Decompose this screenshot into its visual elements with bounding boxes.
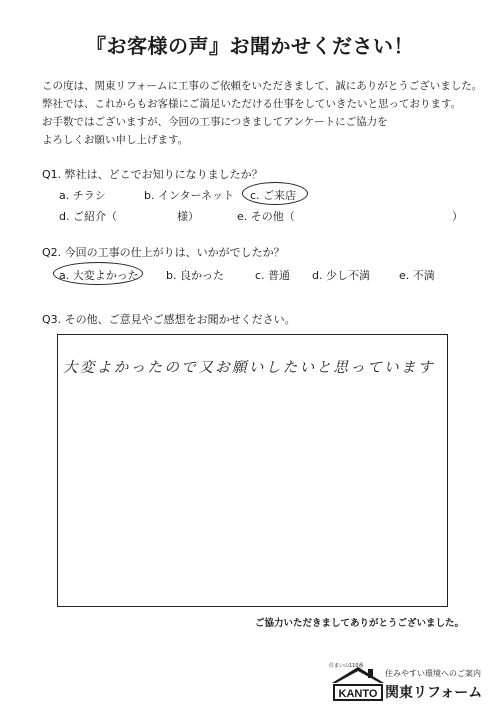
q3-label: Q3. その他、ご意見やご感想をお聞かせください。	[42, 313, 296, 326]
q2-option-e[interactable]: e. 不満	[399, 269, 435, 282]
intro-line-2: 弊社では、これからもお客様にご満足いただける仕事をしていきたいと思っております。	[42, 98, 462, 110]
intro-line-4: よろしくお願い申し上げます。	[42, 134, 189, 146]
q1-option-b[interactable]: b. インターネット	[144, 189, 234, 202]
q2-label: Q2. 今回の工事の仕上がりは、いかがでしたか？	[42, 246, 285, 259]
q2-option-d[interactable]: d. 少し不満	[312, 269, 370, 282]
page-title: 『お客様の声』お聞かせください！	[86, 34, 414, 58]
q1-selected-circle	[242, 182, 308, 205]
q1-label: Q1. 弊社は、どこでお知りになりましたか？	[42, 168, 263, 181]
q2-selected-circle	[53, 262, 143, 285]
company-name: 関東リフォーム	[385, 685, 483, 701]
q1-option-d-suffix: 様）	[177, 210, 199, 223]
kanto-logo	[328, 661, 388, 707]
intro-line-1: この度は、関東リフォームに工事のご依頼をいただきまして、誠にありがとうございました。	[42, 80, 483, 92]
logo-text: KANTO	[338, 688, 378, 700]
thanks-message: ご協力いただきましてありがとうございました。	[254, 618, 464, 629]
q2-option-a[interactable]: a. 大変よかった	[59, 269, 139, 282]
q1-option-e-close: ）	[452, 210, 463, 223]
q1-option-e[interactable]: e. その他（	[237, 210, 295, 223]
q1-option-d[interactable]: d. ご紹介（	[59, 210, 117, 223]
q1-option-a[interactable]: a. チラシ	[59, 189, 106, 202]
q2-option-b[interactable]: b. 良かった	[166, 269, 224, 282]
company-tagline: 住みやすい環境へのご案内	[385, 669, 481, 678]
intro-line-3: お手数ではございますが、今回の工事につきましてアンケートにご協力を	[42, 116, 388, 128]
q2-option-c[interactable]: c. 普通	[255, 269, 291, 282]
logo-slogan: 住まいの110番	[329, 663, 364, 669]
house-logo-icon	[328, 661, 388, 707]
handwritten-comment: 大変よかったので又お願いしたいと思っています	[63, 360, 435, 376]
q1-option-c[interactable]: c. ご来店	[250, 189, 297, 202]
